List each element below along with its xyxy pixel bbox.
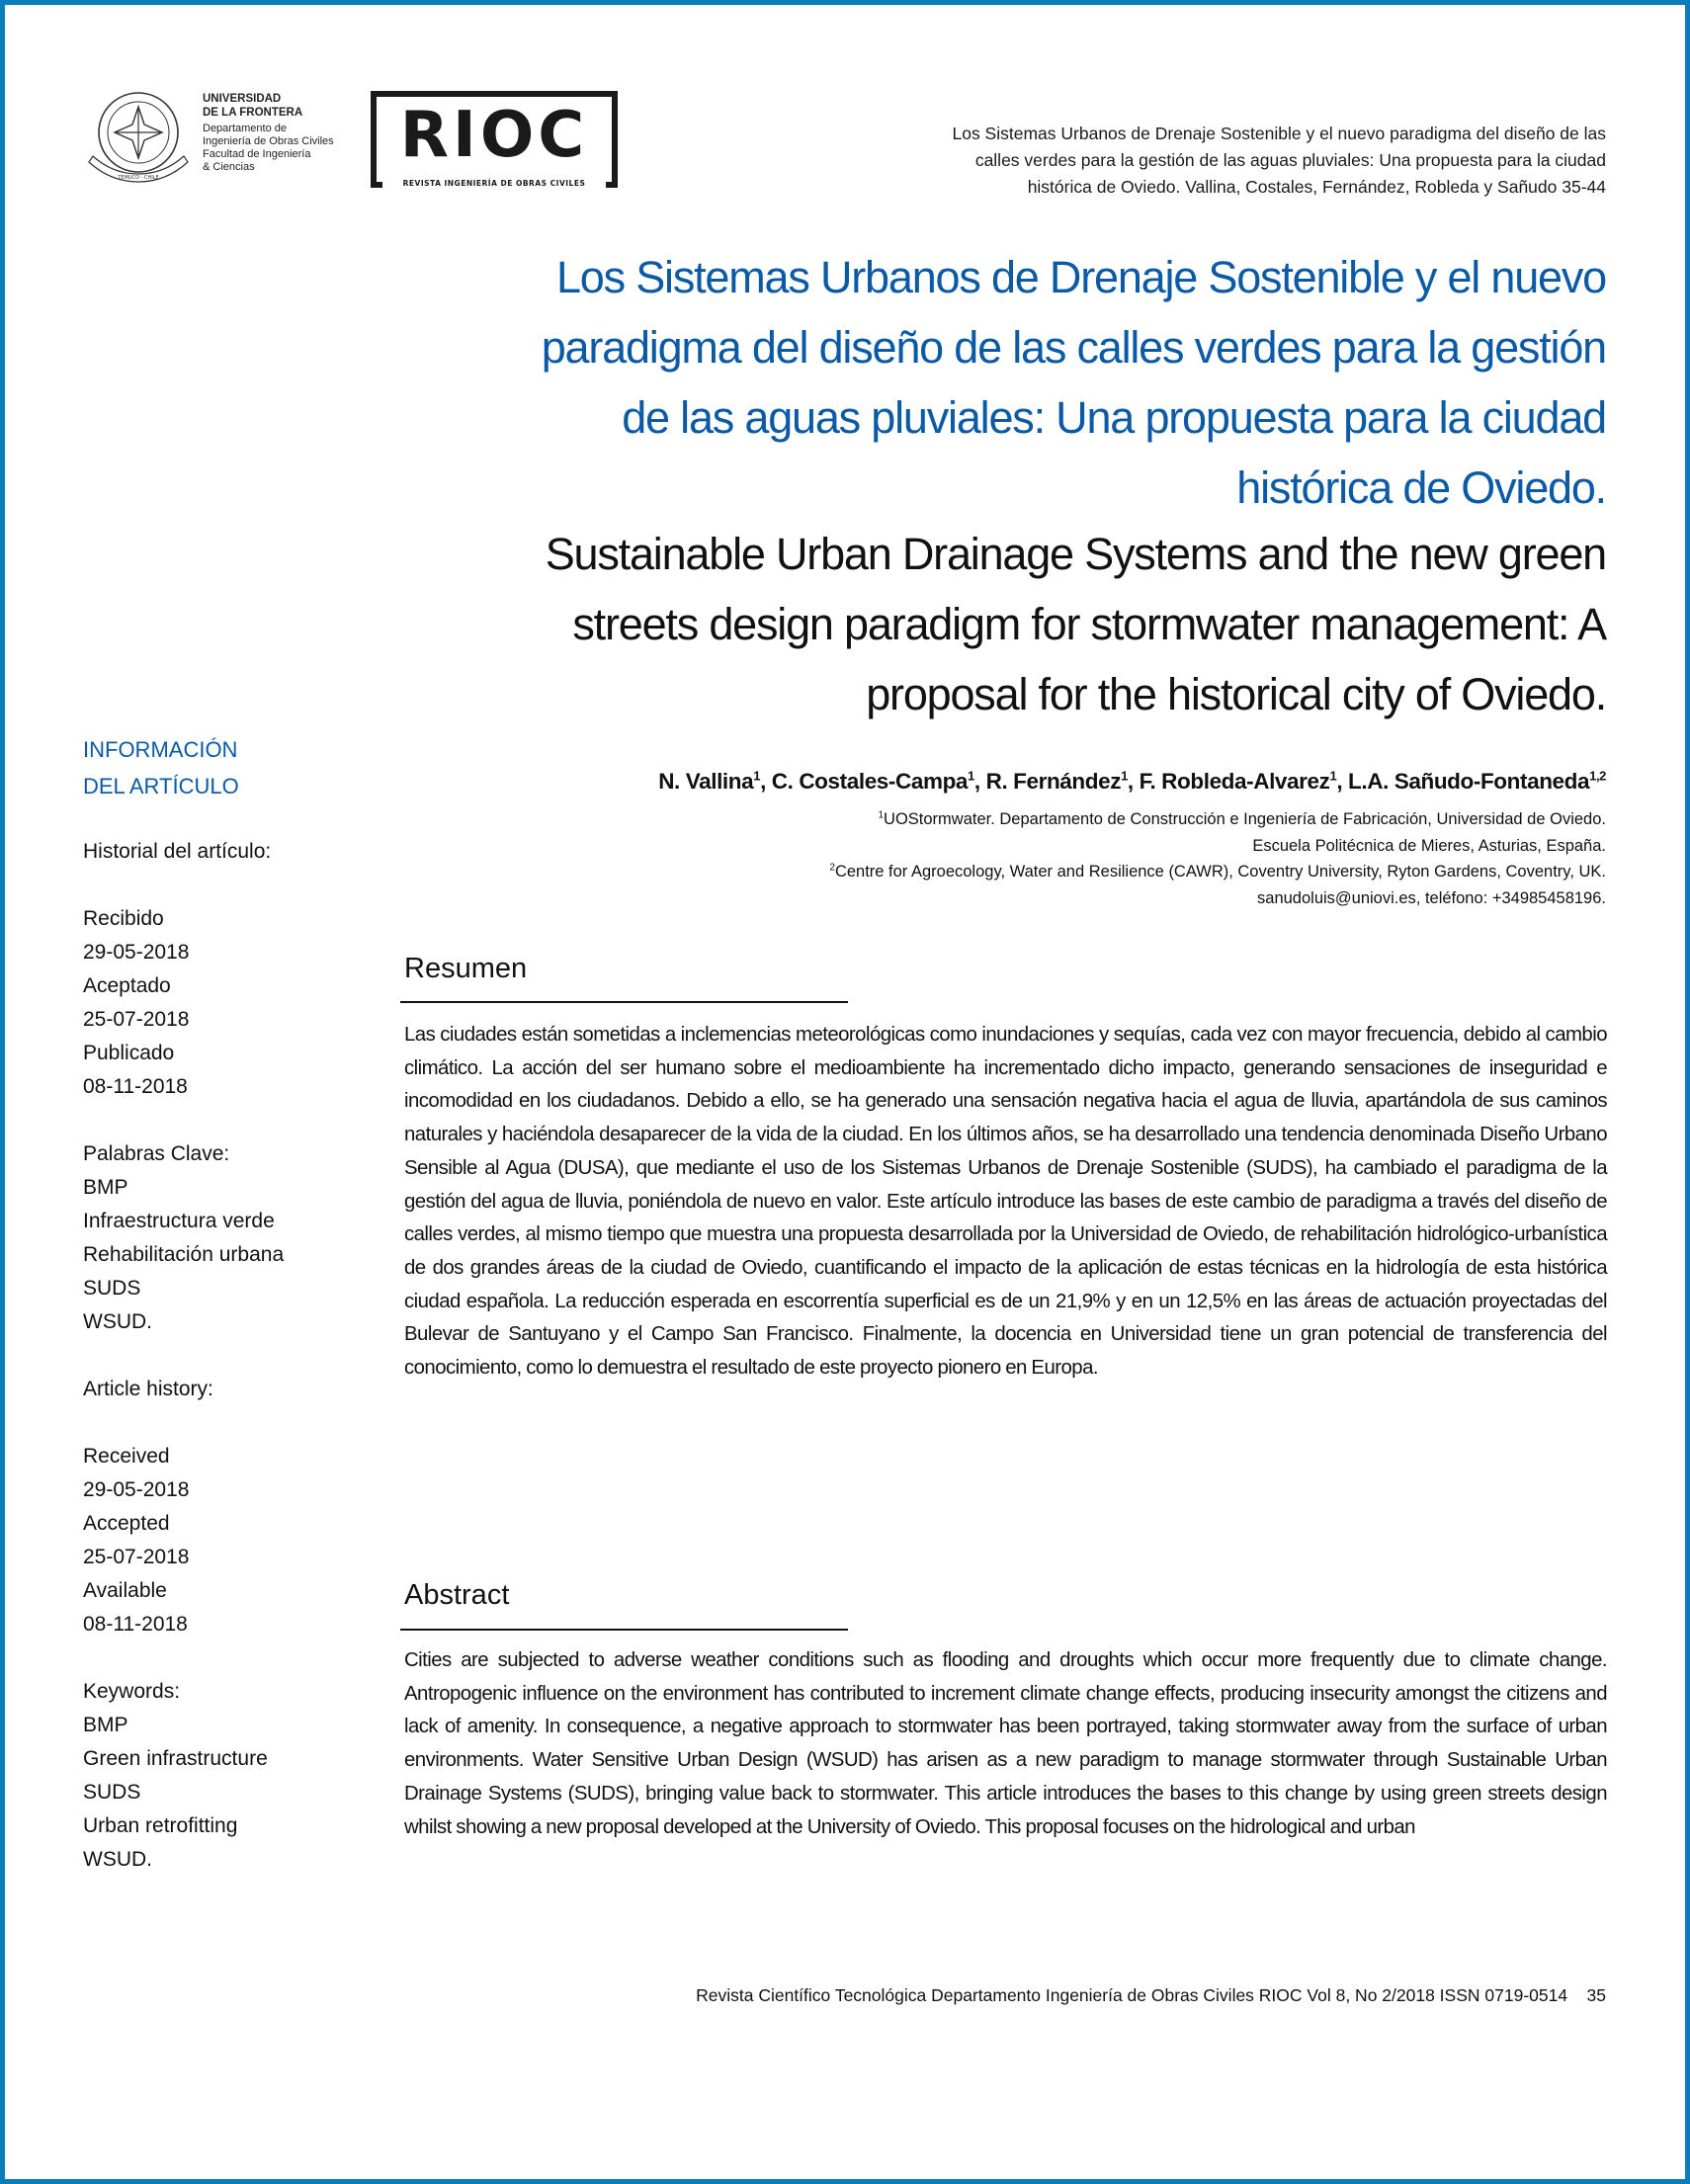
resumen-body: Las ciudades están sometidas a inclemencias meteorológicas como inundaciones y sequías, cada vez con mayor frecuencia, debido al cambio climático. La acción del ser humano sobre el medioambiente ha incrementado dicho impacto, generando sensaciones de inseguridad e incomodidad en los ciudadanos. Debido a ello, se ha generado una sensación negativa hacia el agua de lluvia, apartándola de sus caminos naturales y haciéndola desaparecer de la vida de la ciudad. En los últimos años, se ha desarrollado una tendencia denominada Diseño Urbano Sensible al Agua (DUSA), que mediante el uso de los Sistemas Urbanos de Drenaje Sostenible (SUDS), ha cambiado el paradigma de la gestión del agua de lluvia, poniéndola de nuevo en valor. Este artículo introduce las bases de este cambio de paradigma a través del diseño de calles verdes, al mismo tiempo que muestra una propuesta desarrollada por la Universidad de Oviedo, de rehabilitación hidrológico-urbanística de dos grandes áreas de la ciudad de Oviedo, cuantificando el impacto de la aplicación de estas técnicas en la hidrología de esta histórica ciudad española. La reducción esperada en escorrentía superficial es de un 21,9% y en un 12,5% en las áreas de actuación proyectadas del Bulevar de Santuyano y el Campo San Francisco. Finalmente, la docencia en Universidad tiene un gran potencial de transferencia del conocimiento, como lo demuestra el resultado de este proyecto pionero en Europa. xyxy=(404,1024,1607,1380)
contact-email-phone[interactable]: sanudoluis@uniovi.es, teléfono: +34985458196. xyxy=(1257,889,1606,908)
title-english-line: streets design paradigm for stormwater management: A xyxy=(572,599,1606,649)
abstract-heading: Abstract xyxy=(404,1579,510,1611)
history-en-label: Article history: xyxy=(83,1378,213,1400)
running-head-line: Los Sistemas Urbanos de Drenaje Sostenible y el nuevo paradigma del diseño de las xyxy=(952,124,1606,143)
history-label: Accepted xyxy=(83,1512,170,1535)
affiliations xyxy=(371,806,1606,912)
university-name-line: DE LA FRONTERA xyxy=(203,106,303,119)
article-info-sidebar xyxy=(83,731,370,1877)
journal-logo-text: RIOC xyxy=(399,99,589,172)
history-date: 29-05-2018 xyxy=(83,941,190,964)
author-name: N. Vallina xyxy=(658,769,754,794)
author-affil-mark: 1 xyxy=(968,768,974,784)
affiliation-line xyxy=(371,859,1606,885)
author-affil-mark: 1 xyxy=(753,768,761,784)
affiliation-text: Centre for Agroecology, Water and Resilience (CAWR), Coventry University, Ryton Gardens, Coventry, UK. xyxy=(834,863,1606,882)
keyword: BMP xyxy=(83,1714,128,1736)
history-label: Available xyxy=(83,1579,167,1602)
history-label: Publicado xyxy=(83,1042,175,1064)
title-spanish-line: paradigma del diseño de las calles verdes para la gestión xyxy=(541,322,1606,373)
keyword: WSUD. xyxy=(83,1848,152,1871)
keyword: Rehabilitación urbana xyxy=(83,1243,285,1266)
author-name: F. Robleda-Alvarez xyxy=(1139,769,1330,794)
journal-logo xyxy=(371,91,618,188)
running-head xyxy=(815,121,1606,201)
history-label: Received xyxy=(83,1445,170,1468)
affiliation-text: Escuela Politécnica de Mieres, Asturias, España. xyxy=(1252,836,1606,855)
title-spanish xyxy=(351,242,1606,523)
department-line: & Ciencias xyxy=(203,161,255,173)
affiliation-line[interactable] xyxy=(371,885,1606,912)
history-date: 25-07-2018 xyxy=(83,1546,190,1568)
svg-text:TEMUCO - CHILE: TEMUCO - CHILE xyxy=(118,175,159,181)
history-label: Aceptado xyxy=(83,974,171,997)
history-date: 25-07-2018 xyxy=(83,1008,190,1031)
journal-logo-subtitle: REVISTA INGENIERÍA DE OBRAS CIVILES xyxy=(382,177,606,190)
article-info-heading-line: DEL ARTÍCULO xyxy=(83,774,239,798)
footer-journal-info: Revista Científico Tecnológica Departamento Ingeniería de Obras Civiles RIOC Vol 8, No 2/2018 ISSN 0719-0514 xyxy=(696,1985,1568,2005)
page-number: 35 xyxy=(1586,1985,1606,2005)
history-date: 29-05-2018 xyxy=(83,1478,190,1501)
keyword: WSUD. xyxy=(83,1310,152,1333)
author-list: N. Vallina$^1$, C. Costales-Campa$^1$, R. Fernández$^1$, F. Robleda-Alvarez$^1$, L.A. Sañudo-Fontaneda$^{1,2}$ xyxy=(658,768,1606,794)
author-affil-mark: 1,2 xyxy=(1589,768,1606,784)
keyword: SUDS xyxy=(83,1277,141,1300)
department-line: Ingeniería de Obras Civiles xyxy=(203,135,334,147)
abstract-body: Cities are subjected to adverse weather conditions such as flooding and droughts which occur more frequently due to climate change. Antropogenic influence on the environment has contributed to increment climate change effects, producing insecurity amongst the citizens and lack of amenity. In consequence, a negative approach to stormwater has been portrayed, taking stormwater away from the surface of urban environments. Water Sensitive Urban Design (WSUD) has arisen as a new paradigm to manage stormwater through Sustainable Urban Drainage Systems (SUDS), bringing value back to stormwater. This article introduces the bases to this change by using green streets design whilst showing a new proposal developed at the University of Oviedo. This proposal focuses on the hidrological and urban xyxy=(404,1649,1607,1838)
title-english-line: Sustainable Urban Drainage Systems and the new green xyxy=(545,529,1606,579)
resumen-heading: Resumen xyxy=(404,953,528,984)
affiliation-mark: 1 xyxy=(878,809,885,821)
title-spanish-line: Los Sistemas Urbanos de Drenaje Sostenible y el nuevo xyxy=(555,252,1606,302)
keyword: BMP xyxy=(83,1176,128,1199)
running-head-line: calles verdes para la gestión de las aguas pluviales: Una propuesta para la ciudad xyxy=(974,150,1606,170)
title-english-line: proposal for the historical city of Oviedo. xyxy=(866,669,1606,719)
affiliation-line xyxy=(371,833,1606,860)
resumen-divider xyxy=(400,1001,848,1003)
title-english xyxy=(351,519,1606,729)
keyword: SUDS xyxy=(83,1781,141,1804)
article-info-heading-line: INFORMACIÓN xyxy=(83,737,238,762)
abstract-divider xyxy=(400,1629,848,1631)
history-label: Recibido xyxy=(83,907,164,930)
history-date: 08-11-2018 xyxy=(83,1613,188,1636)
affiliation-mark: 2 xyxy=(829,862,835,874)
page-footer xyxy=(420,1983,1606,2007)
affiliation-text: UOStormwater. Departamento de Construcción e Ingeniería de Fabricación, Universidad de Oviedo. xyxy=(884,810,1606,828)
keywords-es-label: Palabras Clave: xyxy=(83,1142,230,1165)
history-date: 08-11-2018 xyxy=(83,1075,188,1098)
department-line: Departamento de xyxy=(203,123,287,134)
author-name: C. Costales-Campa xyxy=(771,769,969,794)
article-info-heading xyxy=(83,731,370,804)
title-spanish-line: histórica de Oviedo. xyxy=(1236,462,1606,513)
title-spanish-line: de las aguas pluviales: Una propuesta para la ciudad xyxy=(622,392,1606,443)
author-affil-mark: 1 xyxy=(1329,768,1337,784)
author-name: L.A. Sañudo-Fontaneda xyxy=(1348,769,1590,794)
keyword: Infraestructura verde xyxy=(83,1210,275,1232)
department-line: Facultad de Ingeniería xyxy=(203,148,311,160)
keyword: Urban retrofitting xyxy=(83,1814,238,1837)
keyword: Green infrastructure xyxy=(83,1747,268,1770)
university-seal-logo xyxy=(81,85,196,188)
university-name xyxy=(203,93,371,174)
author-affil-mark: 1 xyxy=(1121,768,1128,784)
university-name-line: UNIVERSIDAD xyxy=(203,93,282,105)
history-es-label: Historial del artículo: xyxy=(83,840,272,863)
running-head-line: histórica de Oviedo. Vallina, Costales, Fernández, Robleda y Sañudo 35-44 xyxy=(1027,177,1606,197)
author-name: R. Fernández xyxy=(985,769,1122,794)
affiliation-line xyxy=(371,806,1606,833)
keywords-en-label: Keywords: xyxy=(83,1680,181,1703)
